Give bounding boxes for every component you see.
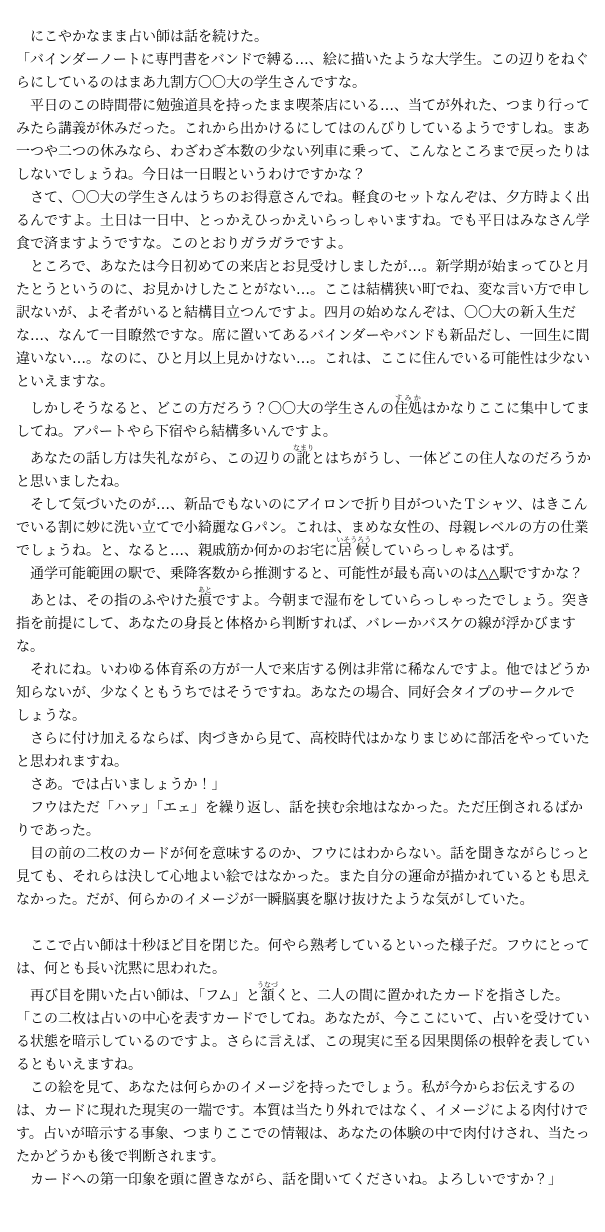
furigana-annotation: 痕あと — [198, 586, 212, 609]
furigana-annotation: 頷うなづ — [257, 981, 279, 1004]
paragraph: さあ。では占いましょうか！」 — [16, 777, 226, 793]
blank-line — [16, 912, 591, 935]
paragraph: ところで、あなたは今日初めての来店とお見受けしましたが…。新学期が始まってひと月たとうというのに、お見かけしたことがない…。ここは結構狭い町でね、変な言い方で申し訳ないが、よそ者がいると結構目立つんですよ。四月の始めなんぞは、〇〇大の新入生だな…、なんて一目瞭然ですな。席に置いてあるバインダーやバンドも新品だし、一回生に間違いない…。なのに、ひと月以上見かけない…。これは、ここに住んでいる可能性は少ないといえますな。 — [16, 259, 590, 390]
paragraph: あとは、その指のふやけた痕あとですよ。今朝まで湿布をしていらっしゃったでしょう。突き指を前提にして、あなたの身長と体格から判断すれば、バレーかバスケの線が浮かびますな。 — [16, 586, 590, 655]
paragraph: にこやかなまま占い師は話を続けた。 — [16, 29, 268, 45]
paragraph: 通学可能範囲の駅で、乗降客数から推測すると、可能性が最も高いのは△△駅ですかな？ — [16, 566, 584, 582]
paragraph: 「この二枚は占いの中心を表すカードでしてね。あなたが、今ここにいて、占いを受けている状態を暗示しているのですよ。さらに言えば、この現実に至る因果関係の根幹を表しているともいえますね。 — [16, 1011, 590, 1073]
paragraph: フウはただ「ハァ」「エェ」を繰り返し、話を挟む余地はなかった。ただ圧倒されるばかりであった。 — [16, 800, 583, 839]
paragraph: さらに付け加えるならば、肉づきから見て、高校時代はかなりまじめに部活をやっていたと思われますね。 — [16, 731, 590, 770]
paragraph: そして気づいたのが…、新品でもないのにアイロンで折り目がついたＴシャツ、はきこんでいる割に妙に洗い立てで小綺麗なＧパン。これは、まめな女性の、母親レベルの方の仕業でしょうね。と、なると…、親戚筋か何かのお宅に居候いそうろうしていらっしゃるはず。 — [16, 497, 589, 559]
paragraph: 再び目を開いた占い師は、「フム」と頷うなづくと、二人の間に置かれたカードを指さした。 — [16, 981, 570, 1004]
furigana-annotation: 居候いそうろう — [336, 536, 372, 559]
paragraph: それにね。いわゆる体育系の方が一人で来店する例は非常に稀なんですよ。他ではどうか知らないが、少なくともうちではそうですね。あなたの場合、同好会タイプのサークルでしょうな。 — [16, 662, 590, 724]
paragraph: ここで占い師は十秒ほど目を閉じた。何やら熟考しているといった様子だ。フウにとっては、何とも長い沈黙に思われた。 — [16, 938, 590, 977]
paragraph: カードへの第一印象を頭に置きながら、話を聞いてくださいね。よろしいですか？」 — [16, 1172, 562, 1188]
paragraph: さて、〇〇大の学生さんはうちのお得意さんでね。軽食のセットなんぞは、夕方時よく出るんですよ。土日は一日中、とっかえひっかえいらっしゃいますね。でも平日はみなさん学食で済ますようですな。このとおりガラガラですよ。 — [16, 190, 590, 252]
paragraph: 「バインダーノートに専門書をバンドで縛る…、絵に描いたような大学生。この辺りをねぐらにしているのはまあ九割方〇〇大の学生さんですな。 — [16, 52, 589, 91]
paragraph: 平日のこの時間帯に勉強道具を持ったまま喫茶店にいる…、当てが外れた、つまり行ってみたら講義が休みだった。これから出かけるにしてはのんびりしているようですしね。まあ一つや二つの休みなら、わざわざ本数の少ない列車に乗って、こんなところまで戻ったりはしないでしょうね。今日は一日暇というわけですかな？ — [16, 98, 590, 183]
furigana-annotation: 訛なまり — [293, 444, 314, 467]
paragraph: あなたの話し方は失礼ながら、この辺りの訛なまりとはちがうし、一体どこの住人なのだろうかと思いましたね。 — [16, 444, 591, 490]
paragraph: この絵を見て、あなたは何らかのイメージを持ったでしょう。私が今からお伝えするのは、カードに現れた現実の一端です。本質は当たり外れではなく、イメージによる肉付けです。占いが暗示する事象、つまりここでの情報は、あなたの体験の中で肉付けされ、当たったかどうかも後で判断されます。 — [16, 1080, 590, 1165]
paragraph: 目の前の二枚のカードが何を意味するのか、フウにはわからない。話を聞きながらじっと見ても、それらは決して心地よい絵ではなかった。また自分の運命が描かれているとも思えなかった。だが、何らかのイメージが一瞬脳裏を駆け抜けたような気がしていた。 — [16, 846, 590, 908]
paragraph: しかしそうなると、どこの方だろう？〇〇大の学生さんの住処すみかはかなりここに集中してましてね。アパートやら下宿やら結構多いんですよ。 — [16, 394, 590, 440]
furigana-annotation: 住処すみか — [394, 394, 422, 417]
